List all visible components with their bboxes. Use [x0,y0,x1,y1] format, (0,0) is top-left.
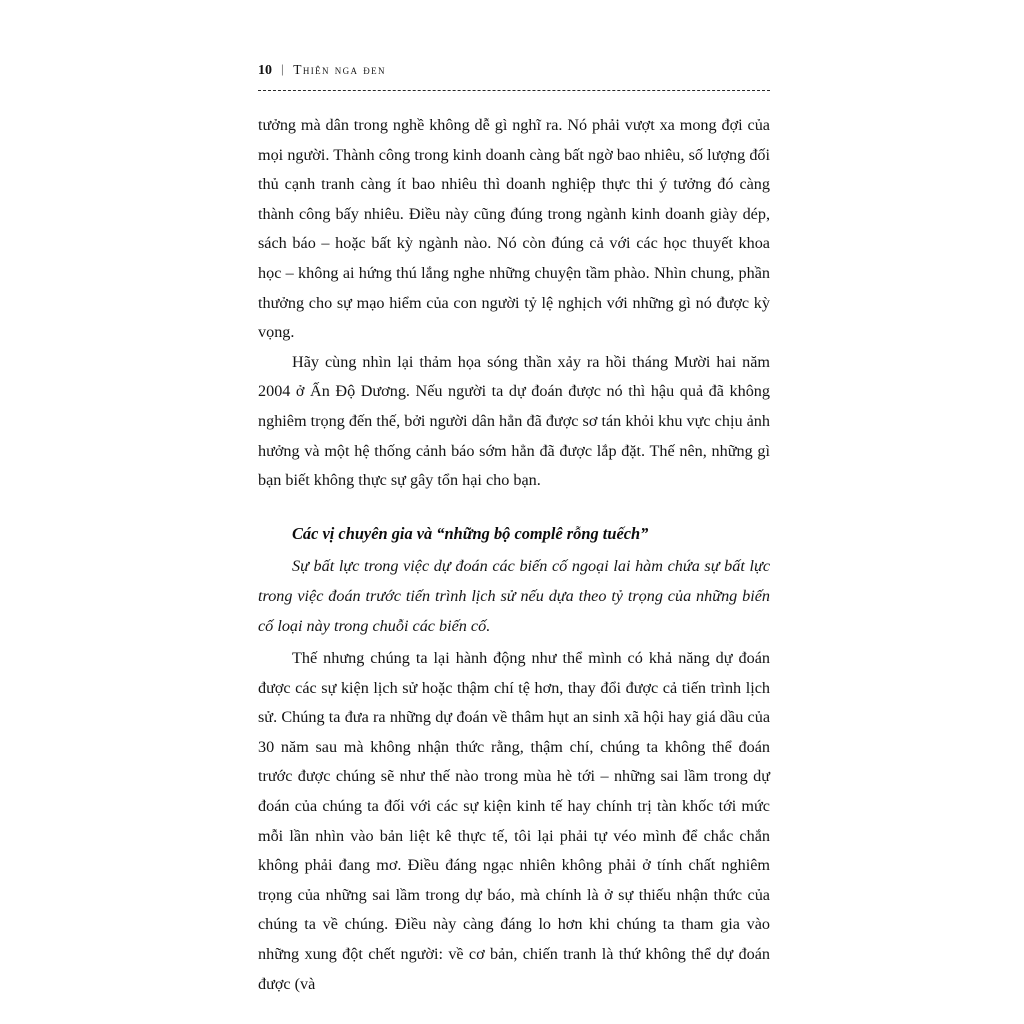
section-subheading: Các vị chuyên gia và “những bộ complê rỗng tuếch” [292,523,649,543]
running-head-separator: | [281,61,285,76]
paragraph-continued: tưởng mà dân trong nghề không dễ gì nghĩ ra. Nó phải vượt xa mong đợi của mọi người. Thành công trong kinh doanh càng bất ngờ bao nhiêu, số lượng đối thủ cạnh tranh càng ít bao nhiêu thì doanh nghiệp thực thi ý tưởng đó càng thành công bấy nhiêu. Điều này cũng đúng trong ngành kinh doanh giày dép, sách báo – hoặc bất kỳ ngành nào. Nó còn đúng cả với các học thuyết khoa học – không ai hứng thú lắng nghe những chuyện tầm phào. Nhìn chung, phần thưởng cho sự mạo hiểm của con người tỷ lệ nghịch với những gì nó được kỳ vọng. [258,116,770,342]
blockquote-epigraph: Sự bất lực trong việc dự đoán các biến cố ngoại lai hàm chứa sự bất lực trong việc đoán trước tiến trình lịch sử nếu dựa theo tỷ trọng của những biến cố loại này trong chuỗi các biến cố. [258,557,770,635]
page-content [258,62,770,999]
page-number: 10 [258,63,272,78]
running-head [258,62,770,79]
paragraph-tsunami: Hãy cùng nhìn lại thảm họa sóng thần xảy ra hồi tháng Mười hai năm 2004 ở Ấn Độ Dương. Nếu người ta dự đoán được nó thì hậu quả đã không nghiêm trọng đến thế, bởi người dân hẳn đã được sơ tán khỏi khu vực chịu ảnh hưởng và một hệ thống cảnh báo sớm hẳn đã được lắp đặt. Thế nên, những gì bạn biết không thực sự gây tổn hại cho bạn. [258,352,770,490]
paragraph-prediction: Thế nhưng chúng ta lại hành động như thể mình có khả năng dự đoán được các sự kiện lịch sử hoặc thậm chí tệ hơn, thay đổi được cả tiến trình lịch sử. Chúng ta đưa ra những dự đoán về thâm hụt an sinh xã hội hay giá dầu của 30 năm sau mà không nhận thức rằng, thậm chí, chúng ta không thể đoán trước được chúng sẽ như thế nào trong mùa hè tới – những sai lầm trong dự đoán của chúng ta đối với các sự kiện kinh tế hay chính trị tàn khốc tới mức mỗi lần nhìn vào bản liệt kê thực tế, tôi lại phải tự véo mình để chắc chắn không phải đang mơ. Điều đáng ngạc nhiên không phải ở tính chất nghiêm trọng của những sai lầm trong dự báo, mà chính là ở sự thiếu nhận thức của chúng ta về chúng. Điều này càng đáng lo hơn khi chúng ta tham gia vào những xung đột chết người: về cơ bản, chiến tranh là thứ không thể dự đoán được (và [258,649,770,993]
running-head-title: Thiên nga đen [293,62,386,77]
header-divider [258,90,770,91]
